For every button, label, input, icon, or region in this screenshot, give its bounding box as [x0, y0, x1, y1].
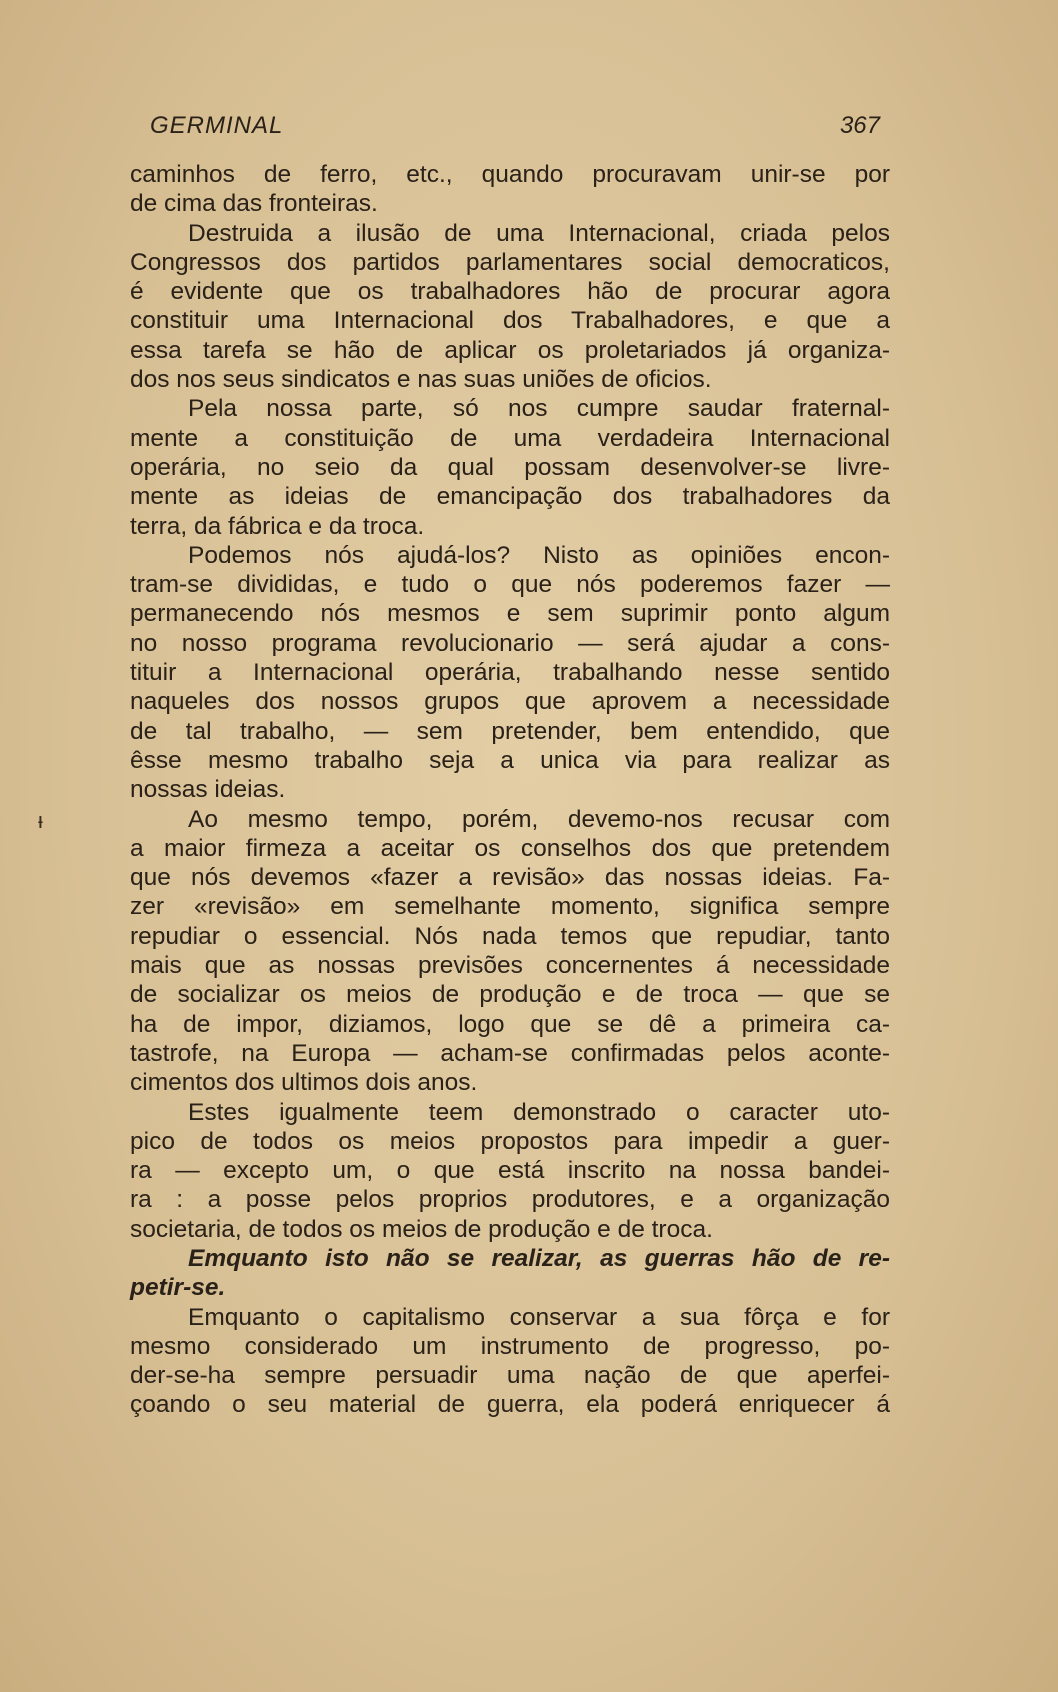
page-header [150, 112, 880, 152]
text-line: naqueles dos nossos grupos que aprovem a necessidade [130, 688, 890, 716]
text-line: ha de impor, diziamos, logo que se dê a primeira ca- [130, 1010, 890, 1038]
text-line: mesmo considerado um instrumento de progresso, po- [130, 1332, 890, 1360]
text-line: petir-se. [130, 1274, 226, 1302]
text-line: Emquanto o capitalismo conservar a sua fôrça e for [188, 1303, 890, 1331]
text-line: nossas ideias. [130, 776, 286, 804]
text-line: caminhos de ferro, etc., quando procuravam unir-se por [130, 161, 890, 188]
text-line: essa tarefa se hão de aplicar os proletariados já organiza- [130, 336, 890, 364]
text-line: Congressos dos partidos parlamentares social democraticos, [130, 248, 890, 276]
text-line: êsse mesmo trabalho seja a unica via para realizar as [130, 746, 890, 774]
text-line: de cima das fronteiras. [130, 190, 378, 218]
text-line: no nosso programa revolucionario — será ajudar a cons- [130, 629, 890, 657]
text-line: repudiar o essencial. Nós nada temos que repudiar, tanto [130, 922, 890, 950]
text-line: pico de todos os meios propostos para impedir a guer- [130, 1127, 890, 1155]
text-line: der-se-ha sempre persuadir uma nação de que aperfei- [130, 1362, 890, 1390]
text-line: Destruida a ilusão de uma Internacional, criada pelos [188, 219, 890, 247]
text-line: ra — excepto um, o que está inscrito na nossa bandei- [130, 1157, 890, 1185]
text-line: mente as ideias de emancipação dos trabalhadores da [130, 483, 890, 511]
text-line: que nós devemos «fazer a revisão» das nossas ideias. Fa- [130, 864, 890, 892]
text-line: tram-se divididas, e tudo o que nós poderemos fazer — [130, 571, 890, 599]
text-line: terra, da fábrica e da troca. [130, 512, 425, 540]
text-line: zer «revisão» em semelhante momento, significa sempre [130, 893, 890, 921]
text-line: Ao mesmo tempo, porém, devemo-nos recusar com [188, 805, 890, 833]
page-number: 367 [839, 112, 880, 139]
text-line: Emquanto isto não se realizar, as guerras hão de re- [188, 1244, 890, 1272]
text-line: mente a constituição de uma verdadeira Internacional [130, 424, 890, 452]
text-line: mais que as nossas previsões concernentes á necessidade [130, 952, 890, 980]
margin-mark: ᵻ [38, 808, 43, 833]
text-line: dos nos seus sindicatos e nas suas uniões de oficios. [130, 366, 712, 394]
text-line: tastrofe, na Europa — acham-se confirmadas pelos aconte- [130, 1039, 890, 1067]
running-head: GERMINAL [150, 112, 284, 139]
text-line: a maior firmeza a aceitar os conselhos dos que pretendem [130, 834, 890, 862]
text-line: Estes igualmente teem demonstrado o caracter uto- [188, 1098, 890, 1126]
text-line: Podemos nós ajudá-los? Nisto as opiniões encon- [188, 541, 890, 569]
text-line: operária, no seio da qual possam desenvolver-se livre- [130, 453, 890, 481]
text-line: é evidente que os trabalhadores hão de procurar agora [130, 278, 890, 306]
text-line: tituir a Internacional operária, trabalhando nesse sentido [130, 659, 890, 687]
text-line: societaria, de todos os meios de produção e de troca. [130, 1215, 713, 1243]
text-line: de tal trabalho, — sem pretender, bem entendido, que [130, 717, 890, 745]
text-line: permanecendo nós mesmos e sem suprimir ponto algum [130, 600, 890, 628]
body-text [130, 160, 890, 1420]
text-line: ra : a posse pelos proprios produtores, e a organização [130, 1186, 890, 1214]
text-line: çoando o seu material de guerra, ela poderá enriquecer á [130, 1391, 890, 1419]
text-line: cimentos dos ultimos dois anos. [130, 1069, 478, 1097]
text-line: Pela nossa parte, só nos cumpre saudar fraternal- [188, 395, 890, 423]
text-line: de socializar os meios de produção e de troca — que se [130, 981, 890, 1009]
text-line: constituir uma Internacional dos Trabalhadores, e que a [130, 307, 890, 335]
